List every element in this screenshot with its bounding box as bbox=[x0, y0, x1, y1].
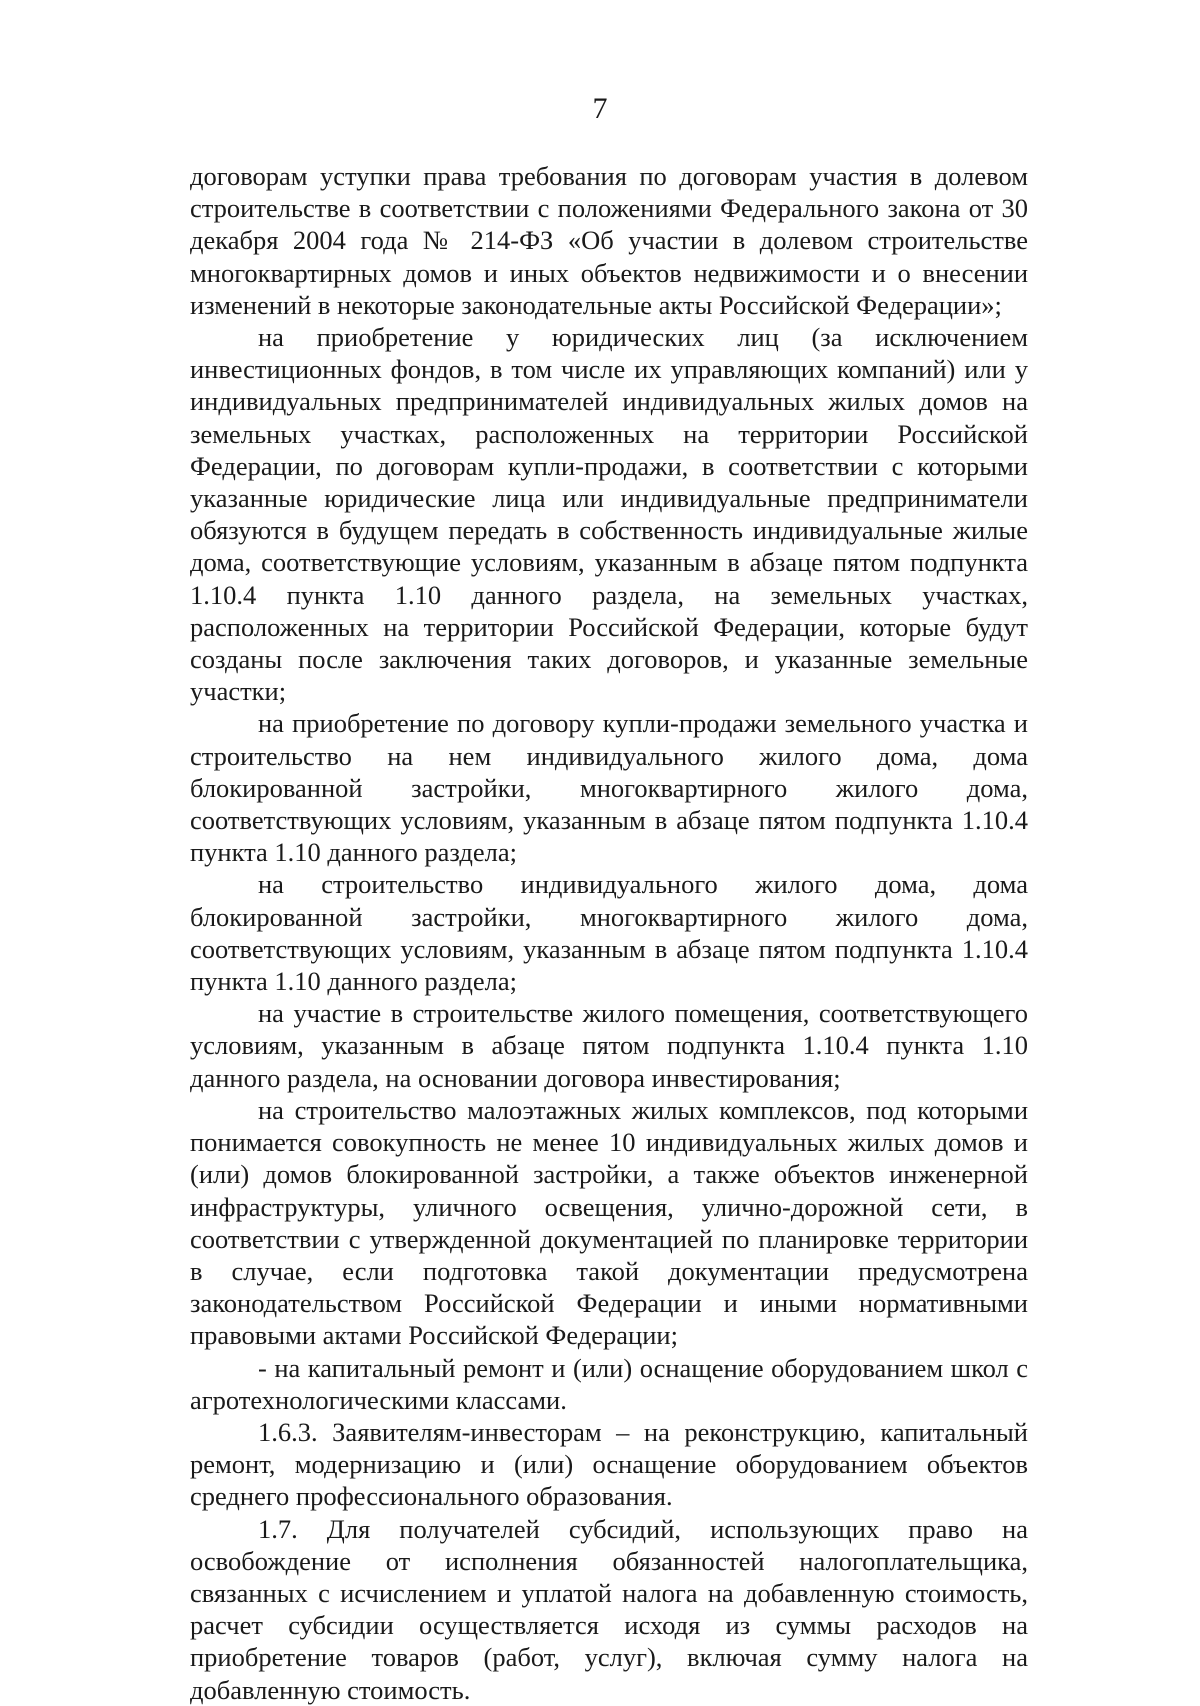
paragraph-participation-construction: на участие в строительстве жилого помещения, соответствующего условиям, указанным в абзаце пятом подпункта 1.10.4 пункта 1.10 данного раздела, на основании договора инвестирования; bbox=[190, 998, 1028, 1093]
paragraph-continuation: договорам уступки права требования по договорам участия в долевом строительстве в соответствии с положениями Федерального закона от 30 декабря 2004 года № 214-ФЗ «Об участии в долевом строительстве многоквартирных домов и иных объектов недвижимости и о внесении изменений в некоторые законодательные акты Российской Федерации»; bbox=[190, 161, 1028, 320]
paragraph-house-construction: на строительство индивидуального жилого дома, дома блокированной застройки, многоквартирного жилого дома, соответствующих условиям, указанным в абзаце пятом подпункта 1.10.4 пункта 1.10 данного раздела; bbox=[190, 869, 1028, 997]
paragraph-school-repair: - на капитальный ремонт и (или) оснащение оборудованием школ с агротехнологическими классами. bbox=[190, 1352, 1028, 1415]
paragraph-individual-houses-purchase: на приобретение у юридических лиц (за исключением инвестиционных фондов, в том числе их управляющих компаний) или у индивидуальных предпринимателей индивидуальных жилых домов на земельных участках, расположенных на территории Российской Федерации, по договорам купли-продажи, в соответствии с которыми указанные юридические лица или индивидуальные предприниматели обязуются в будущем передать в собственность индивидуальные жилые дома, соответствующие условиям, указанным в абзаце пятом подпункта 1.10.4 пункта 1.10 данного раздела, на земельных участках, расположенных на территории Российской Федерации, которые будут созданы после заключения таких договоров, и указанные земельные участки; bbox=[190, 322, 1028, 707]
page-number: 7 bbox=[592, 92, 608, 125]
paragraph-land-purchase-construction: на приобретение по договору купли-продажи земельного участка и строительство на нем индивидуального жилого дома, дома блокированной застройки, многоквартирного жилого дома, соответствующих условиям, указанным в абзаце пятом подпункта 1.10.4 пункта 1.10 данного раздела; bbox=[190, 708, 1028, 868]
document-body bbox=[190, 160, 1028, 1706]
paragraph-1-6-3: 1.6.3. Заявителям-инвесторам – на реконструкцию, капитальный ремонт, модернизацию и (или) оснащение оборудованием объектов среднего профессионального образования. bbox=[190, 1416, 1028, 1512]
paragraph-low-rise-complexes: на строительство малоэтажных жилых комплексов, под которыми понимается совокупность не менее 10 индивидуальных жилых домов и (или) домов блокированной застройки, а также объектов инженерной инфраструктуры, уличного освещения, улично-дорожной сети, в соответствии с утвержденной документацией по планировке территории в случае, если подготовка такой документации предусмотрена законодательством Российской Федерации и иными нормативными правовыми актами Российской Федерации; bbox=[190, 1094, 1028, 1351]
paragraph-1-7: 1.7. Для получателей субсидий, использующих право на освобождение от исполнения обязанностей налогоплательщика, связанных с исчислением и уплатой налога на добавленную стоимость, расчет субсидии осуществляется исходя из суммы расходов на приобретение товаров (работ, услуг), включая сумму налога на добавленную стоимость. bbox=[190, 1513, 1028, 1705]
